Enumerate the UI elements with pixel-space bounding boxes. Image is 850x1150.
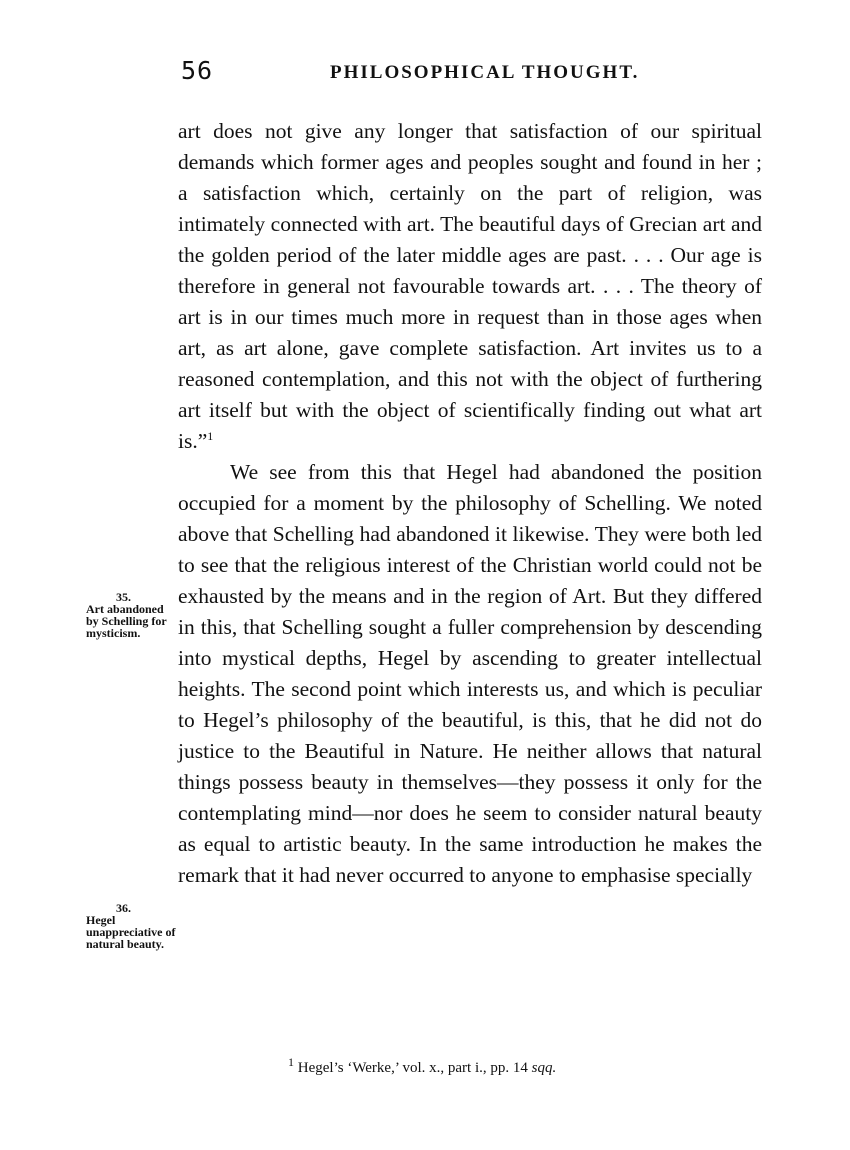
sidenote-text: Art abandoned by Schelling for mysticism.	[86, 602, 167, 640]
sidenote-text: Hegel unappreciative of natural beauty.	[86, 913, 176, 951]
paragraph-1-text: art does not give any longer that satisfaction of our spiritual demands which former ages and peoples sought and found in her ; a satisfaction which, certainly on the part of religion, was intimately connected with art. The beautiful days of Grecian art and the golden period of the later middle ages are past. . . . Our age is therefore in general not favourable towards art. . . . The theory of art is in our times much more in request than in those ages when art, as art alone, gave complete satisfaction. Art invites us to a reasoned contemplation, and this not with the object of furthering art itself but with the object of scientifically finding out what art is.”	[178, 119, 762, 453]
footnote-text: Hegel’s ‘Werke,’ vol. x., part i., pp. 14	[297, 1060, 528, 1076]
sidenote-36	[86, 902, 178, 950]
paragraph-2: We see from this that Hegel had abandoned the position occupied for a moment by the philosophy of Schelling. We noted above that Schelling had abandoned it likewise. They were both led to see that the religious interest of the Christian world could not be exhausted by the means and in the region of Art. But they differed in this, that Schelling sought a fuller comprehension by descending into mystical depths, Hegel by ascending to greater intellectual heights. The second point which interests us, and which is peculiar to Hegel’s philosophy of the beautiful, is this, that he did not do justice to the Beautiful in Nature. He neither allows that natural things possess beauty in themselves—they possess it only for the contemplating mind—nor does he seem to consider natural beauty as equal to artistic beauty. In the same introduction he makes the remark that it had never occurred to anyone to emphasise specially	[178, 460, 762, 887]
footnote	[288, 1055, 557, 1077]
paragraph-1	[178, 116, 762, 457]
footnote-suffix: sqq.	[531, 1060, 557, 1076]
sidenote-35	[86, 591, 178, 639]
page-number: 56	[181, 56, 214, 85]
running-title: PHILOSOPHICAL THOUGHT.	[330, 62, 640, 83]
sidenote-number: 35.	[116, 590, 131, 604]
footnote-ref[interactable]: 1	[207, 428, 214, 443]
main-text	[178, 116, 762, 891]
sidenote-number: 36.	[116, 901, 131, 915]
footnote-marker: 1	[288, 1055, 294, 1069]
